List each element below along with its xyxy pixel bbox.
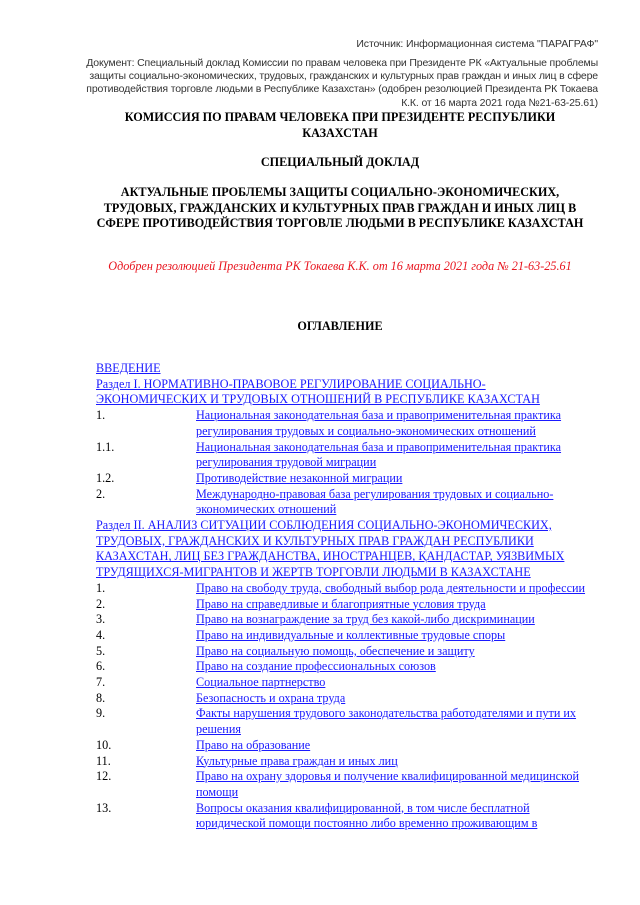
- toc-item-number: 6.: [96, 659, 106, 674]
- toc-item-link[interactable]: Противодействие незаконной миграции: [196, 470, 403, 485]
- toc-item-number: 1.: [96, 580, 106, 595]
- toc-item-link[interactable]: Право на индивидуальные и коллективные трудовые споры: [196, 627, 506, 642]
- toc-item: [96, 581, 596, 597]
- toc-item: [96, 659, 596, 675]
- toc-item-number: 2.: [96, 596, 106, 611]
- toc-item-link[interactable]: Культурные права граждан и иных лиц: [196, 753, 398, 768]
- toc-item: [96, 487, 596, 518]
- toc-item: [96, 691, 596, 707]
- toc-item-link[interactable]: Безопасность и охрана труда: [196, 690, 346, 705]
- toc-link-introduction[interactable]: ВВЕДЕНИЕ: [96, 361, 161, 375]
- toc-item: [96, 769, 596, 800]
- toc-item: [96, 440, 596, 471]
- toc-item-number: 5.: [96, 643, 106, 658]
- toc-heading: ОГЛАВЛЕНИЕ: [297, 319, 383, 333]
- toc-item-link[interactable]: Факты нарушения трудового законодательства работодателями и пути их решения: [196, 706, 577, 737]
- toc-item-link[interactable]: Международно-правовая база регулирования трудовых и социально-экономических отношений: [196, 486, 554, 517]
- toc-item: [96, 408, 596, 439]
- approval-note: Одобрен резолюцией Президента РК Токаева К.К. от 16 марта 2021 года № 21-63-25.61: [108, 259, 572, 273]
- toc-item: [96, 612, 596, 628]
- toc-item-link[interactable]: Право на создание профессиональных союзов: [196, 659, 436, 674]
- toc-item-number: 3.: [96, 612, 106, 627]
- toc-item-number: 1.1.: [96, 439, 115, 454]
- toc-item-number: 1.2.: [96, 470, 115, 485]
- report-type-title: СПЕЦИАЛЬНЫЙ ДОКЛАД: [260, 155, 420, 169]
- toc-item-link[interactable]: Вопросы оказания квалифицированной, в том числе бесплатной юридической помощи постоянно либо временно проживающим в: [196, 800, 538, 831]
- toc-item: [96, 597, 596, 613]
- toc-item-number: 8.: [96, 690, 106, 705]
- toc-item: [96, 738, 596, 754]
- commission-title: КОМИССИЯ ПО ПРАВАМ ЧЕЛОВЕКА ПРИ ПРЕЗИДЕНТЕ РЕСПУБЛИКИ КАЗАХСТАН: [124, 110, 556, 140]
- toc-item: [96, 628, 596, 644]
- toc-item-number: 11.: [96, 753, 111, 768]
- toc-item-link[interactable]: Право на вознаграждение за труд без какой-либо дискриминации: [196, 612, 535, 627]
- toc-item-link[interactable]: Национальная законодательная база и правоприменительная практика регулирования трудовых и социально-экономических отношений: [196, 408, 562, 438]
- toc-item: [96, 706, 596, 737]
- toc-item-number: 7.: [96, 675, 106, 690]
- toc-item-number: 12.: [96, 769, 112, 784]
- toc-item-number: 10.: [96, 737, 112, 752]
- toc-item-link[interactable]: Право на образование: [196, 737, 311, 752]
- toc-item-number: 2.: [96, 486, 106, 501]
- toc-item-number: 1.: [96, 408, 106, 423]
- toc-item-link[interactable]: Социальное партнерство: [196, 675, 326, 690]
- toc-item-number: 9.: [96, 706, 106, 721]
- toc-item: [96, 471, 596, 487]
- report-topic-title: АКТУАЛЬНЫЕ ПРОБЛЕМЫ ЗАЩИТЫ СОЦИАЛЬНО-ЭКОНОМИЧЕСКИХ, ТРУДОВЫХ, ГРАЖДАНСКИХ И КУЛЬТУРНЫХ ПРАВ ГРАЖДАН И ИНЫХ ЛИЦ В СФЕРЕ ПРОТИВОДЕЙСТВИЯ ТОРГОВЛЕ ЛЮДЬМИ В РЕСПУБЛИКЕ КАЗАХСТАН: [96, 185, 584, 230]
- toc-item-link[interactable]: Право на социальную помощь, обеспечение и защиту: [196, 643, 475, 658]
- toc-item-link[interactable]: Право на охрану здоровья и получение квалифицированной медицинской помощи: [196, 769, 579, 799]
- toc-item-number: 4.: [96, 627, 106, 642]
- toc-item-link[interactable]: Право на свободу труда, свободный выбор рода деятельности и профессии: [196, 580, 586, 595]
- document-info: Документ: Специальный доклад Комиссии по правам человека при Президенте РК «Актуальные проблемы защиты социально-экономических, трудовых, гражданских и культурных прав граждан и иных лиц в сфере противодействия торговле людьми в Республике Казахстан» (одобрен резолюцией Президента РК Токаева К.К. от 16 марта 2021 года №21-63-25.61): [86, 57, 598, 109]
- toc-link-section-2[interactable]: Раздел II. АНАЛИЗ СИТУАЦИИ СОБЛЮДЕНИЯ СОЦИАЛЬНО-ЭКОНОМИЧЕСКИХ, ТРУДОВЫХ, ГРАЖДАНСКИХ И КУЛЬТУРНЫХ ПРАВ ГРАЖДАН РЕСПУБЛИКИ КАЗАХСТАН, ЛИЦ БЕЗ ГРАЖДАНСТВА, ИНОСТРАНЦЕВ, ҚАНДАСТАР, УЯЗВИМЫХ ТРУДЯЩИХСЯ-МИГРАНТОВ И ЖЕРТВ ТОРГОВЛИ ЛЮДЬМИ В КАЗАХСТАНЕ: [96, 518, 565, 580]
- toc-item-link[interactable]: Право на справедливые и благоприятные условия труда: [196, 596, 486, 611]
- toc-link-section-1[interactable]: Раздел I. НОРМАТИВНО-ПРАВОВОЕ РЕГУЛИРОВАНИЕ СОЦИАЛЬНО-ЭКОНОМИЧЕСКИХ И ТРУДОВЫХ ОТНОШЕНИЙ В РЕСПУБЛИКЕ КАЗАХСТАН: [96, 376, 540, 407]
- toc-item-number: 13.: [96, 800, 112, 815]
- toc-item-link[interactable]: Национальная законодательная база и правоприменительная практика регулирования трудовой миграции: [196, 439, 562, 470]
- toc-item: [96, 801, 596, 832]
- toc-item: [96, 644, 596, 660]
- table-of-contents: [96, 361, 596, 832]
- toc-item: [96, 754, 596, 770]
- source-line: Источник: Информационная система "ПАРАГРАФ": [356, 38, 598, 50]
- toc-item: [96, 675, 596, 691]
